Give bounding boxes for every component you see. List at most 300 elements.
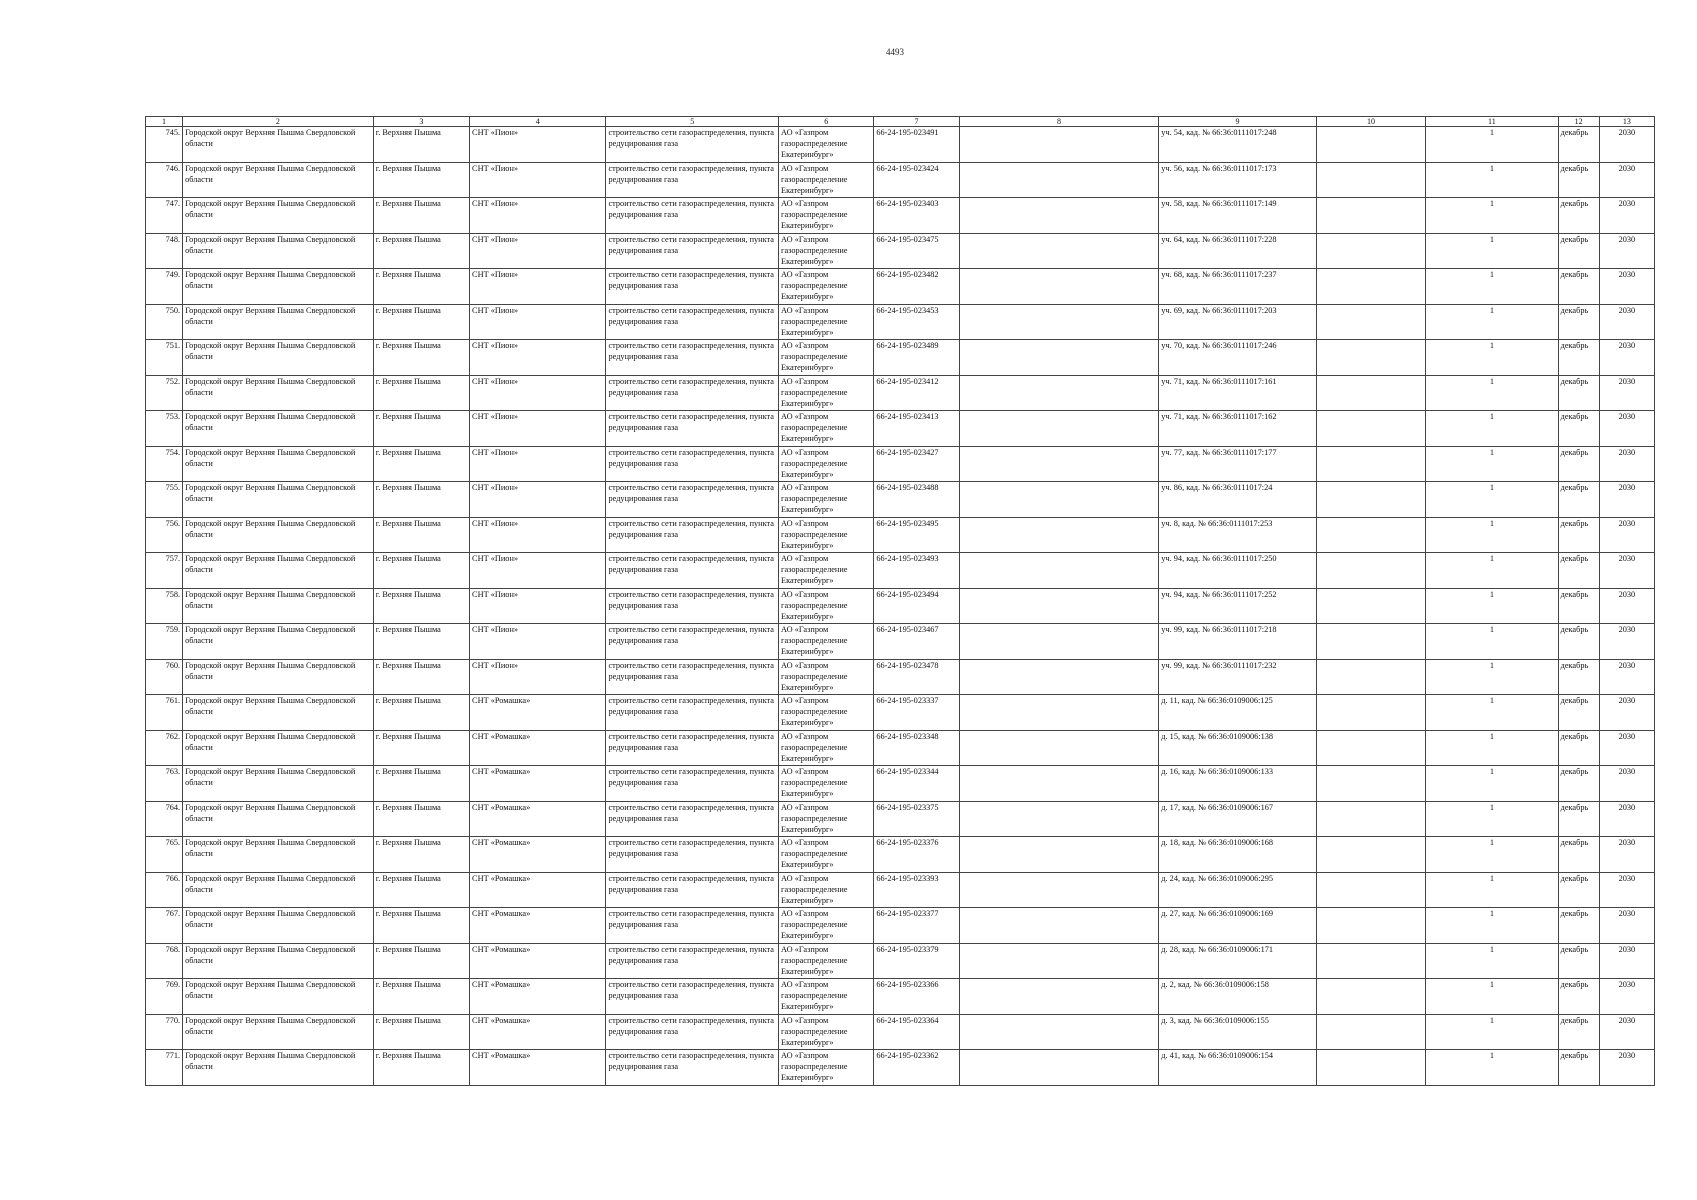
year-cell: 2030 bbox=[1599, 127, 1654, 163]
column-8-cell bbox=[959, 411, 1159, 447]
column-10-cell bbox=[1316, 943, 1425, 979]
request-code-cell: 66-24-195-023364 bbox=[874, 1014, 959, 1050]
table-row bbox=[146, 766, 1655, 802]
plot-cadastral-cell: уч. 86, кад. № 66:36:0111017:24 bbox=[1159, 482, 1317, 518]
request-code-cell: 66-24-195-023376 bbox=[874, 837, 959, 873]
organization-cell: АО «Газпром газораспределение Екатеринбург» bbox=[779, 1050, 874, 1086]
column-10-cell bbox=[1316, 1014, 1425, 1050]
work-description-cell: строительство сети газораспределения, пункта редуцирования газа bbox=[606, 446, 779, 482]
plot-cadastral-cell: д. 15, кад. № 66:36:0109006:138 bbox=[1159, 730, 1317, 766]
snt-cell: СНТ «Ромашка» bbox=[470, 766, 606, 802]
table-row bbox=[146, 446, 1655, 482]
organization-cell: АО «Газпром газораспределение Екатеринбург» bbox=[779, 659, 874, 695]
column-10-cell bbox=[1316, 198, 1425, 234]
organization-cell: АО «Газпром газораспределение Екатеринбург» bbox=[779, 482, 874, 518]
column-8-cell bbox=[959, 588, 1159, 624]
month-cell: декабрь bbox=[1558, 517, 1599, 553]
quantity-cell: 1 bbox=[1426, 304, 1558, 340]
district-cell: Городской округ Верхняя Пышма Свердловской области bbox=[183, 1050, 374, 1086]
quantity-cell: 1 bbox=[1426, 588, 1558, 624]
organization-cell: АО «Газпром газораспределение Екатеринбург» bbox=[779, 269, 874, 305]
city-cell: г. Верхняя Пышма bbox=[373, 801, 469, 837]
quantity-cell: 1 bbox=[1426, 198, 1558, 234]
city-cell: г. Верхняя Пышма bbox=[373, 872, 469, 908]
row-number: 752. bbox=[146, 375, 183, 411]
quantity-cell: 1 bbox=[1426, 1014, 1558, 1050]
year-cell: 2030 bbox=[1599, 588, 1654, 624]
table-row bbox=[146, 695, 1655, 731]
row-number: 747. bbox=[146, 198, 183, 234]
column-10-cell bbox=[1316, 766, 1425, 802]
table-row bbox=[146, 943, 1655, 979]
year-cell: 2030 bbox=[1599, 269, 1654, 305]
work-description-cell: строительство сети газораспределения, пункта редуцирования газа bbox=[606, 304, 779, 340]
column-8-cell bbox=[959, 304, 1159, 340]
column-10-cell bbox=[1316, 304, 1425, 340]
snt-cell: СНТ «Пион» bbox=[470, 375, 606, 411]
work-description-cell: строительство сети газораспределения, пункта редуцирования газа bbox=[606, 659, 779, 695]
column-8-cell bbox=[959, 943, 1159, 979]
district-cell: Городской округ Верхняя Пышма Свердловской области bbox=[183, 340, 374, 376]
table-row bbox=[146, 908, 1655, 944]
snt-cell: СНТ «Пион» bbox=[470, 588, 606, 624]
city-cell: г. Верхняя Пышма bbox=[373, 198, 469, 234]
city-cell: г. Верхняя Пышма bbox=[373, 269, 469, 305]
year-cell: 2030 bbox=[1599, 872, 1654, 908]
year-cell: 2030 bbox=[1599, 482, 1654, 518]
work-description-cell: строительство сети газораспределения, пункта редуцирования газа bbox=[606, 162, 779, 198]
column-10-cell bbox=[1316, 233, 1425, 269]
table-row bbox=[146, 162, 1655, 198]
year-cell: 2030 bbox=[1599, 1014, 1654, 1050]
organization-cell: АО «Газпром газораспределение Екатеринбург» bbox=[779, 837, 874, 873]
table-row bbox=[146, 1050, 1655, 1086]
city-cell: г. Верхняя Пышма bbox=[373, 979, 469, 1015]
request-code-cell: 66-24-195-023427 bbox=[874, 446, 959, 482]
column-header: 7 bbox=[874, 117, 959, 127]
district-cell: Городской округ Верхняя Пышма Свердловской области bbox=[183, 659, 374, 695]
quantity-cell: 1 bbox=[1426, 766, 1558, 802]
column-10-cell bbox=[1316, 127, 1425, 163]
table-row bbox=[146, 269, 1655, 305]
column-8-cell bbox=[959, 127, 1159, 163]
table-row bbox=[146, 624, 1655, 660]
district-cell: Городской округ Верхняя Пышма Свердловской области bbox=[183, 624, 374, 660]
work-description-cell: строительство сети газораспределения, пункта редуцирования газа bbox=[606, 233, 779, 269]
work-description-cell: строительство сети газораспределения, пункта редуцирования газа bbox=[606, 1050, 779, 1086]
work-description-cell: строительство сети газораспределения, пункта редуцирования газа bbox=[606, 624, 779, 660]
register-table bbox=[145, 116, 1655, 1086]
city-cell: г. Верхняя Пышма bbox=[373, 837, 469, 873]
column-10-cell bbox=[1316, 588, 1425, 624]
snt-cell: СНТ «Пион» bbox=[470, 162, 606, 198]
request-code-cell: 66-24-195-023482 bbox=[874, 269, 959, 305]
plot-cadastral-cell: уч. 71, кад. № 66:36:0111017:162 bbox=[1159, 411, 1317, 447]
column-8-cell bbox=[959, 375, 1159, 411]
request-code-cell: 66-24-195-023344 bbox=[874, 766, 959, 802]
column-10-cell bbox=[1316, 624, 1425, 660]
work-description-cell: строительство сети газораспределения, пункта редуцирования газа bbox=[606, 766, 779, 802]
year-cell: 2030 bbox=[1599, 233, 1654, 269]
plot-cadastral-cell: уч. 8, кад. № 66:36:0111017:253 bbox=[1159, 517, 1317, 553]
year-cell: 2030 bbox=[1599, 943, 1654, 979]
organization-cell: АО «Газпром газораспределение Екатеринбург» bbox=[779, 588, 874, 624]
district-cell: Городской округ Верхняя Пышма Свердловской области bbox=[183, 482, 374, 518]
column-10-cell bbox=[1316, 801, 1425, 837]
request-code-cell: 66-24-195-023475 bbox=[874, 233, 959, 269]
column-8-cell bbox=[959, 233, 1159, 269]
request-code-cell: 66-24-195-023412 bbox=[874, 375, 959, 411]
district-cell: Городской округ Верхняя Пышма Свердловской области bbox=[183, 446, 374, 482]
city-cell: г. Верхняя Пышма bbox=[373, 482, 469, 518]
quantity-cell: 1 bbox=[1426, 659, 1558, 695]
column-10-cell bbox=[1316, 162, 1425, 198]
row-number: 770. bbox=[146, 1014, 183, 1050]
column-8-cell bbox=[959, 1050, 1159, 1086]
year-cell: 2030 bbox=[1599, 624, 1654, 660]
column-10-cell bbox=[1316, 482, 1425, 518]
column-8-cell bbox=[959, 517, 1159, 553]
snt-cell: СНТ «Пион» bbox=[470, 198, 606, 234]
quantity-cell: 1 bbox=[1426, 872, 1558, 908]
table-row bbox=[146, 517, 1655, 553]
work-description-cell: строительство сети газораспределения, пункта редуцирования газа bbox=[606, 553, 779, 589]
plot-cadastral-cell: уч. 54, кад. № 66:36:0111017:248 bbox=[1159, 127, 1317, 163]
district-cell: Городской округ Верхняя Пышма Свердловской области bbox=[183, 588, 374, 624]
snt-cell: СНТ «Пион» bbox=[470, 624, 606, 660]
plot-cadastral-cell: д. 17, кад. № 66:36:0109006:167 bbox=[1159, 801, 1317, 837]
organization-cell: АО «Газпром газораспределение Екатеринбург» bbox=[779, 695, 874, 731]
request-code-cell: 66-24-195-023478 bbox=[874, 659, 959, 695]
request-code-cell: 66-24-195-023493 bbox=[874, 553, 959, 589]
work-description-cell: строительство сети газораспределения, пункта редуцирования газа bbox=[606, 482, 779, 518]
district-cell: Городской округ Верхняя Пышма Свердловской области bbox=[183, 127, 374, 163]
organization-cell: АО «Газпром газораспределение Екатеринбург» bbox=[779, 766, 874, 802]
snt-cell: СНТ «Ромашка» bbox=[470, 1050, 606, 1086]
quantity-cell: 1 bbox=[1426, 446, 1558, 482]
month-cell: декабрь bbox=[1558, 624, 1599, 660]
month-cell: декабрь bbox=[1558, 766, 1599, 802]
column-8-cell bbox=[959, 340, 1159, 376]
year-cell: 2030 bbox=[1599, 198, 1654, 234]
request-code-cell: 66-24-195-023453 bbox=[874, 304, 959, 340]
organization-cell: АО «Газпром газораспределение Екатеринбург» bbox=[779, 1014, 874, 1050]
row-number: 745. bbox=[146, 127, 183, 163]
city-cell: г. Верхняя Пышма bbox=[373, 375, 469, 411]
table-row bbox=[146, 411, 1655, 447]
table-row bbox=[146, 304, 1655, 340]
plot-cadastral-cell: д. 27, кад. № 66:36:0109006:169 bbox=[1159, 908, 1317, 944]
city-cell: г. Верхняя Пышма bbox=[373, 1050, 469, 1086]
snt-cell: СНТ «Ромашка» bbox=[470, 730, 606, 766]
request-code-cell: 66-24-195-023489 bbox=[874, 340, 959, 376]
table-row bbox=[146, 340, 1655, 376]
request-code-cell: 66-24-195-023467 bbox=[874, 624, 959, 660]
work-description-cell: строительство сети газораспределения, пункта редуцирования газа bbox=[606, 837, 779, 873]
request-code-cell: 66-24-195-023413 bbox=[874, 411, 959, 447]
column-10-cell bbox=[1316, 659, 1425, 695]
quantity-cell: 1 bbox=[1426, 801, 1558, 837]
quantity-cell: 1 bbox=[1426, 908, 1558, 944]
work-description-cell: строительство сети газораспределения, пункта редуцирования газа bbox=[606, 375, 779, 411]
column-8-cell bbox=[959, 162, 1159, 198]
quantity-cell: 1 bbox=[1426, 411, 1558, 447]
column-8-cell bbox=[959, 908, 1159, 944]
month-cell: декабрь bbox=[1558, 837, 1599, 873]
request-code-cell: 66-24-195-023348 bbox=[874, 730, 959, 766]
city-cell: г. Верхняя Пышма bbox=[373, 624, 469, 660]
organization-cell: АО «Газпром газораспределение Екатеринбург» bbox=[779, 304, 874, 340]
row-number: 754. bbox=[146, 446, 183, 482]
plot-cadastral-cell: д. 3, кад. № 66:36:0109006:155 bbox=[1159, 1014, 1317, 1050]
district-cell: Городской округ Верхняя Пышма Свердловской области bbox=[183, 695, 374, 731]
quantity-cell: 1 bbox=[1426, 162, 1558, 198]
organization-cell: АО «Газпром газораспределение Екатеринбург» bbox=[779, 979, 874, 1015]
district-cell: Городской округ Верхняя Пышма Свердловской области bbox=[183, 943, 374, 979]
city-cell: г. Верхняя Пышма bbox=[373, 517, 469, 553]
table-row bbox=[146, 730, 1655, 766]
row-number: 753. bbox=[146, 411, 183, 447]
row-number: 758. bbox=[146, 588, 183, 624]
organization-cell: АО «Газпром газораспределение Екатеринбург» bbox=[779, 908, 874, 944]
column-8-cell bbox=[959, 482, 1159, 518]
column-header: 1 bbox=[146, 117, 183, 127]
column-10-cell bbox=[1316, 979, 1425, 1015]
snt-cell: СНТ «Пион» bbox=[470, 269, 606, 305]
quantity-cell: 1 bbox=[1426, 517, 1558, 553]
column-10-cell bbox=[1316, 517, 1425, 553]
request-code-cell: 66-24-195-023403 bbox=[874, 198, 959, 234]
work-description-cell: строительство сети газораспределения, пункта редуцирования газа bbox=[606, 908, 779, 944]
year-cell: 2030 bbox=[1599, 766, 1654, 802]
snt-cell: СНТ «Ромашка» bbox=[470, 943, 606, 979]
column-8-cell bbox=[959, 624, 1159, 660]
year-cell: 2030 bbox=[1599, 517, 1654, 553]
month-cell: декабрь bbox=[1558, 553, 1599, 589]
organization-cell: АО «Газпром газораспределение Екатеринбург» bbox=[779, 127, 874, 163]
plot-cadastral-cell: уч. 99, кад. № 66:36:0111017:232 bbox=[1159, 659, 1317, 695]
row-number: 755. bbox=[146, 482, 183, 518]
column-header: 12 bbox=[1558, 117, 1599, 127]
request-code-cell: 66-24-195-023393 bbox=[874, 872, 959, 908]
column-10-cell bbox=[1316, 553, 1425, 589]
month-cell: декабрь bbox=[1558, 233, 1599, 269]
work-description-cell: строительство сети газораспределения, пункта редуцирования газа bbox=[606, 695, 779, 731]
district-cell: Городской округ Верхняя Пышма Свердловской области bbox=[183, 801, 374, 837]
work-description-cell: строительство сети газораспределения, пункта редуцирования газа bbox=[606, 127, 779, 163]
quantity-cell: 1 bbox=[1426, 233, 1558, 269]
plot-cadastral-cell: уч. 94, кад. № 66:36:0111017:252 bbox=[1159, 588, 1317, 624]
plot-cadastral-cell: д. 16, кад. № 66:36:0109006:133 bbox=[1159, 766, 1317, 802]
month-cell: декабрь bbox=[1558, 943, 1599, 979]
district-cell: Городской округ Верхняя Пышма Свердловской области bbox=[183, 837, 374, 873]
quantity-cell: 1 bbox=[1426, 837, 1558, 873]
district-cell: Городской округ Верхняя Пышма Свердловской области bbox=[183, 908, 374, 944]
plot-cadastral-cell: уч. 70, кад. № 66:36:0111017:246 bbox=[1159, 340, 1317, 376]
work-description-cell: строительство сети газораспределения, пункта редуцирования газа bbox=[606, 411, 779, 447]
row-number: 767. bbox=[146, 908, 183, 944]
plot-cadastral-cell: д. 41, кад. № 66:36:0109006:154 bbox=[1159, 1050, 1317, 1086]
month-cell: декабрь bbox=[1558, 730, 1599, 766]
column-header: 10 bbox=[1316, 117, 1425, 127]
column-header: 5 bbox=[606, 117, 779, 127]
column-header: 9 bbox=[1159, 117, 1317, 127]
snt-cell: СНТ «Ромашка» bbox=[470, 837, 606, 873]
snt-cell: СНТ «Пион» bbox=[470, 553, 606, 589]
snt-cell: СНТ «Пион» bbox=[470, 304, 606, 340]
request-code-cell: 66-24-195-023424 bbox=[874, 162, 959, 198]
month-cell: декабрь bbox=[1558, 979, 1599, 1015]
year-cell: 2030 bbox=[1599, 695, 1654, 731]
year-cell: 2030 bbox=[1599, 908, 1654, 944]
work-description-cell: строительство сети газораспределения, пункта редуцирования газа bbox=[606, 943, 779, 979]
request-code-cell: 66-24-195-023495 bbox=[874, 517, 959, 553]
plot-cadastral-cell: уч. 68, кад. № 66:36:0111017:237 bbox=[1159, 269, 1317, 305]
row-number: 762. bbox=[146, 730, 183, 766]
request-code-cell: 66-24-195-023377 bbox=[874, 908, 959, 944]
row-number: 746. bbox=[146, 162, 183, 198]
organization-cell: АО «Газпром газораспределение Екатеринбург» bbox=[779, 553, 874, 589]
district-cell: Городской округ Верхняя Пышма Свердловской области bbox=[183, 233, 374, 269]
month-cell: декабрь bbox=[1558, 446, 1599, 482]
district-cell: Городской округ Верхняя Пышма Свердловской области bbox=[183, 1014, 374, 1050]
work-description-cell: строительство сети газораспределения, пункта редуцирования газа bbox=[606, 517, 779, 553]
month-cell: декабрь bbox=[1558, 482, 1599, 518]
column-10-cell bbox=[1316, 730, 1425, 766]
table-row bbox=[146, 801, 1655, 837]
page-number: 4493 bbox=[886, 47, 904, 57]
month-cell: декабрь bbox=[1558, 801, 1599, 837]
month-cell: декабрь bbox=[1558, 659, 1599, 695]
city-cell: г. Верхняя Пышма bbox=[373, 233, 469, 269]
row-number: 749. bbox=[146, 269, 183, 305]
district-cell: Городской округ Верхняя Пышма Свердловской области bbox=[183, 730, 374, 766]
quantity-cell: 1 bbox=[1426, 979, 1558, 1015]
row-number: 763. bbox=[146, 766, 183, 802]
plot-cadastral-cell: уч. 64, кад. № 66:36:0111017:228 bbox=[1159, 233, 1317, 269]
snt-cell: СНТ «Ромашка» bbox=[470, 801, 606, 837]
request-code-cell: 66-24-195-023337 bbox=[874, 695, 959, 731]
city-cell: г. Верхняя Пышма bbox=[373, 766, 469, 802]
column-10-cell bbox=[1316, 695, 1425, 731]
column-10-cell bbox=[1316, 411, 1425, 447]
column-8-cell bbox=[959, 553, 1159, 589]
month-cell: декабрь bbox=[1558, 908, 1599, 944]
table-row bbox=[146, 659, 1655, 695]
organization-cell: АО «Газпром газораспределение Екатеринбург» bbox=[779, 730, 874, 766]
city-cell: г. Верхняя Пышма bbox=[373, 304, 469, 340]
snt-cell: СНТ «Пион» bbox=[470, 340, 606, 376]
year-cell: 2030 bbox=[1599, 553, 1654, 589]
district-cell: Городской округ Верхняя Пышма Свердловской области bbox=[183, 979, 374, 1015]
organization-cell: АО «Газпром газораспределение Екатеринбург» bbox=[779, 872, 874, 908]
column-10-cell bbox=[1316, 340, 1425, 376]
city-cell: г. Верхняя Пышма bbox=[373, 411, 469, 447]
year-cell: 2030 bbox=[1599, 375, 1654, 411]
row-number: 766. bbox=[146, 872, 183, 908]
request-code-cell: 66-24-195-023491 bbox=[874, 127, 959, 163]
quantity-cell: 1 bbox=[1426, 482, 1558, 518]
month-cell: декабрь bbox=[1558, 340, 1599, 376]
quantity-cell: 1 bbox=[1426, 269, 1558, 305]
request-code-cell: 66-24-195-023362 bbox=[874, 1050, 959, 1086]
plot-cadastral-cell: д. 2, кад. № 66:36:0109006:158 bbox=[1159, 979, 1317, 1015]
row-number: 764. bbox=[146, 801, 183, 837]
month-cell: декабрь bbox=[1558, 1050, 1599, 1086]
column-10-cell bbox=[1316, 908, 1425, 944]
organization-cell: АО «Газпром газораспределение Екатеринбург» bbox=[779, 233, 874, 269]
work-description-cell: строительство сети газораспределения, пункта редуцирования газа bbox=[606, 872, 779, 908]
organization-cell: АО «Газпром газораспределение Екатеринбург» bbox=[779, 411, 874, 447]
table-header bbox=[146, 117, 1655, 127]
column-8-cell bbox=[959, 730, 1159, 766]
snt-cell: СНТ «Пион» bbox=[470, 233, 606, 269]
column-header: 2 bbox=[183, 117, 374, 127]
column-header: 4 bbox=[470, 117, 606, 127]
city-cell: г. Верхняя Пышма bbox=[373, 908, 469, 944]
city-cell: г. Верхняя Пышма bbox=[373, 162, 469, 198]
table-row bbox=[146, 482, 1655, 518]
column-header: 13 bbox=[1599, 117, 1654, 127]
city-cell: г. Верхняя Пышма bbox=[373, 659, 469, 695]
quantity-cell: 1 bbox=[1426, 375, 1558, 411]
snt-cell: СНТ «Пион» bbox=[470, 446, 606, 482]
year-cell: 2030 bbox=[1599, 446, 1654, 482]
district-cell: Городской округ Верхняя Пышма Свердловской области bbox=[183, 198, 374, 234]
request-code-cell: 66-24-195-023488 bbox=[874, 482, 959, 518]
column-10-cell bbox=[1316, 837, 1425, 873]
table-row bbox=[146, 1014, 1655, 1050]
snt-cell: СНТ «Пион» bbox=[470, 517, 606, 553]
organization-cell: АО «Газпром газораспределение Екатеринбург» bbox=[779, 162, 874, 198]
row-number: 760. bbox=[146, 659, 183, 695]
row-number: 748. bbox=[146, 233, 183, 269]
city-cell: г. Верхняя Пышма bbox=[373, 943, 469, 979]
month-cell: декабрь bbox=[1558, 269, 1599, 305]
table-body bbox=[146, 127, 1655, 1086]
year-cell: 2030 bbox=[1599, 979, 1654, 1015]
request-code-cell: 66-24-195-023375 bbox=[874, 801, 959, 837]
month-cell: декабрь bbox=[1558, 304, 1599, 340]
quantity-cell: 1 bbox=[1426, 730, 1558, 766]
table-row bbox=[146, 233, 1655, 269]
quantity-cell: 1 bbox=[1426, 340, 1558, 376]
plot-cadastral-cell: уч. 94, кад. № 66:36:0111017:250 bbox=[1159, 553, 1317, 589]
row-number: 771. bbox=[146, 1050, 183, 1086]
city-cell: г. Верхняя Пышма bbox=[373, 127, 469, 163]
snt-cell: СНТ «Ромашка» bbox=[470, 1014, 606, 1050]
table-row bbox=[146, 588, 1655, 624]
month-cell: декабрь bbox=[1558, 162, 1599, 198]
city-cell: г. Верхняя Пышма bbox=[373, 1014, 469, 1050]
quantity-cell: 1 bbox=[1426, 695, 1558, 731]
quantity-cell: 1 bbox=[1426, 553, 1558, 589]
column-8-cell bbox=[959, 446, 1159, 482]
city-cell: г. Верхняя Пышма bbox=[373, 446, 469, 482]
column-8-cell bbox=[959, 1014, 1159, 1050]
plot-cadastral-cell: уч. 69, кад. № 66:36:0111017:203 bbox=[1159, 304, 1317, 340]
table-row bbox=[146, 553, 1655, 589]
request-code-cell: 66-24-195-023379 bbox=[874, 943, 959, 979]
month-cell: декабрь bbox=[1558, 588, 1599, 624]
district-cell: Городской округ Верхняя Пышма Свердловской области bbox=[183, 411, 374, 447]
snt-cell: СНТ «Пион» bbox=[470, 659, 606, 695]
snt-cell: СНТ «Ромашка» bbox=[470, 979, 606, 1015]
year-cell: 2030 bbox=[1599, 730, 1654, 766]
plot-cadastral-cell: д. 28, кад. № 66:36:0109006:171 bbox=[1159, 943, 1317, 979]
month-cell: декабрь bbox=[1558, 198, 1599, 234]
district-cell: Городской округ Верхняя Пышма Свердловской области bbox=[183, 162, 374, 198]
